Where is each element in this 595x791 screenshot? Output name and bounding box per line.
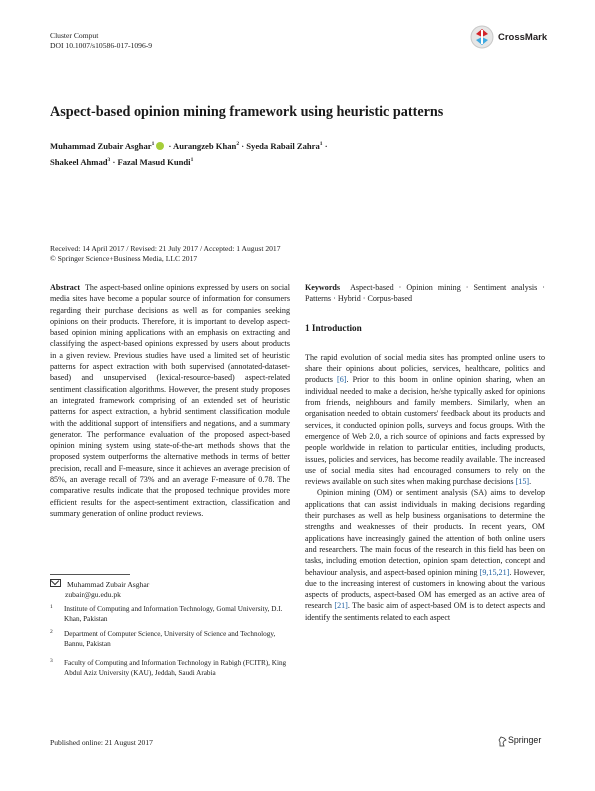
author-affil-sup: 3 — [107, 156, 111, 163]
orcid-icon[interactable] — [156, 142, 164, 150]
crossmark-label: CrossMark — [498, 32, 548, 43]
affiliation-text: Department of Computer Science, University of Science and Technology, Bannu, Pakistan — [64, 630, 276, 648]
affiliation-item — [50, 630, 290, 649]
paragraph-text: . Prior to this boom in online opinion sharing, when an individual needed to make a decision, he/she typically asked for opinions from friends, neighbours and family members. Similarly, when an organisation needed to obtain customers' feedback about its products and services, it conducted opinion polls, surveys and focus groups. With the emergence of Web 2.0, a rich source of opinions and facts expressed by people worldwide in relation to particular entities, including products, issues, policies and services, has become readily available. The increased use of social media sites had encouraged consumers to rely on the reviews available on such sites when making purchase decisions — [305, 375, 545, 487]
abstract-block — [50, 282, 290, 519]
affiliation-item — [50, 659, 290, 678]
keywords-label: Keywords — [305, 283, 341, 292]
copyright: © Springer Science+Business Media, LLC 2017 — [50, 254, 198, 263]
right-column — [305, 282, 545, 623]
corresponding-author — [50, 579, 290, 600]
intro-paragraph-1 — [305, 352, 545, 488]
footnote-divider — [50, 574, 130, 575]
author-separator: · — [324, 140, 328, 151]
paragraph-text: . However, due to the increasing interest of customers in knowing about the various aspects of products, aspect-based OM has emerged as an active area of research — [305, 567, 545, 611]
author-name[interactable]: Syeda Rabail Zahra — [246, 140, 320, 151]
author-name[interactable]: Fazal Masud Kundi — [117, 156, 191, 167]
section-heading-introduction: 1 Introduction — [305, 322, 362, 333]
doi[interactable]: DOI 10.1007/s10586-017-1096-9 — [50, 41, 153, 50]
affiliation-item — [50, 605, 290, 624]
author-separator: · — [241, 140, 245, 151]
envelope-icon — [50, 579, 61, 587]
paragraph-text: . — [529, 477, 532, 487]
author-affil-sup: 2 — [236, 141, 240, 147]
contact-name: Muhammad Zubair Asghar — [67, 580, 150, 589]
citation-link[interactable]: [21] — [334, 601, 348, 611]
author-affil-sup: 1 — [319, 141, 323, 147]
author-affil-sup: 1 — [151, 141, 155, 147]
affiliation-number: 1 — [50, 604, 53, 610]
crossmark-icon — [470, 25, 494, 49]
citation-link[interactable]: [15] — [515, 477, 530, 487]
publisher-logo: Springer — [508, 735, 542, 745]
author-list — [50, 137, 550, 169]
abstract-label: Abstract — [50, 283, 81, 292]
paragraph-text: The rapid evolution of social media sites has prompted online users to share their opinions about policies, services, healthcare, politics and products — [305, 352, 545, 385]
author-separator: · — [168, 140, 172, 151]
author-name[interactable]: Muhammad Zubair Asghar — [50, 140, 152, 151]
affiliation-number: 2 — [50, 629, 53, 635]
publication-dates — [50, 244, 450, 264]
citation-link[interactable]: [9,15,21] — [479, 567, 510, 577]
journal-name: Cluster Comput — [50, 31, 99, 40]
citation-link[interactable]: [6] — [337, 375, 347, 385]
author-separator: · — [112, 156, 116, 167]
affiliation-text: Institute of Computing and Information Technology, Gomal University, D.I. Khan, Pakistan — [64, 605, 283, 623]
intro-paragraph-2 — [305, 487, 545, 623]
paper-title: Aspect-based opinion mining framework using heuristic patterns — [50, 104, 444, 120]
author-name[interactable]: Shakeel Ahmad — [50, 156, 108, 167]
author-name[interactable]: Aurangzeb Khan — [173, 140, 237, 151]
journal-header — [50, 31, 152, 51]
paragraph-text: . The basic aim of aspect-based OM is to detect aspects and identify the sentiments related to each aspect — [305, 601, 545, 622]
crossmark-badge[interactable] — [470, 22, 560, 52]
published-online: Published online: 21 August 2017 — [50, 738, 153, 747]
paragraph-text: Opinion mining (OM) or sentiment analysis (SA) aims to develop applications that can assist individuals in making decisions regarding their purchases as well as help business organisations to determine the strengths and weaknesses of their products. In recent years, OM applications have increasingly gained the attention of both online users and researchers. The main focus of the research in this field has been on tasks, including emotion detection, opinion spam detection, concept and behaviour analysis, and aspect-based opinion mining — [305, 488, 545, 577]
affiliation-text: Faculty of Computing and Information Technology in Rabigh (FCITR), King Abdul Aziz University (KAU), Jeddah, Saudi Arabia — [64, 659, 287, 677]
affiliation-number: 3 — [50, 658, 53, 664]
author-affil-sup: 1 — [190, 156, 194, 163]
contact-email[interactable]: zubair@gu.edu.pk — [65, 590, 121, 599]
keywords-text: Aspect-based · Opinion mining · Sentiment analysis · Patterns · Hybrid · Corpus-based — [305, 283, 546, 304]
history-dates: Received: 14 April 2017 / Revised: 21 July 2017 / Accepted: 1 August 2017 — [50, 244, 281, 253]
abstract-text: The aspect-based online opinions expressed by users on social media sites have become a popular source of information for consumers regarding their purchase decisions as well as for companies seeking opinions on their products. Therefore, it is important to develop aspect-based opinion mining applications with an emphasis on extracting and classifying the aspect-based opinions expressed by users about products in a given review. Previous studies have used a limited set of heuristic patterns for aspect extraction with both supervised (annotated-dataset-based) and unsupervised (lexical-resource-based) aspect-related sentiment classification algorithms. However, the present study proposes an integrated framework comprising of an extended set of heuristic patterns for aspect extraction, a hybrid sentiment classification module with the additional support of intensifiers and negations, and a summary generator. The performance evaluation of the proposed aspect-based opinion mining system using state-of-the-art methods shows that the proposed system outperforms the alternative methods in terms of better precision, recall and F-measure, since it achieves an average precision of 85%, an average recall of 73% and an average F-measure of 0.78. The comparative results indicate that the proposed technique provides more efficient results for the aspect-sentiment extraction, classification and summary generation of online product reviews. — [50, 283, 290, 518]
springer-horse-icon — [498, 736, 507, 747]
